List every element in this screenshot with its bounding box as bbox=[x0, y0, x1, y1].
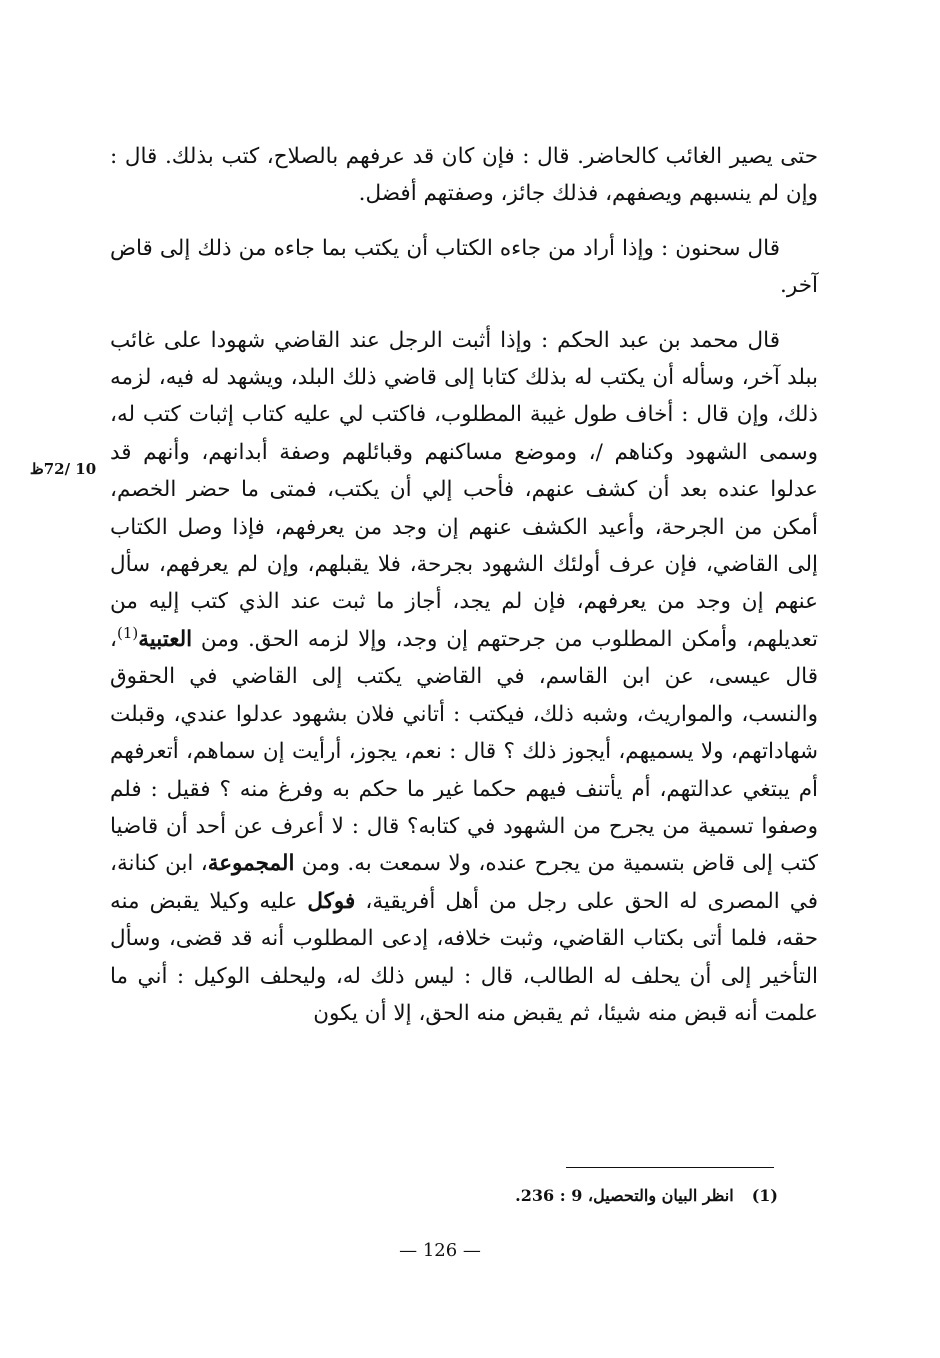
paragraph-2: قال سحنون : وإذا أراد من جاءه الكتاب أن يكتب بما جاءه من ذلك إلى قاض آخر. bbox=[110, 235, 818, 299]
footnote-number: (1) bbox=[751, 1186, 778, 1205]
body-text bbox=[110, 138, 818, 1032]
paragraph-3-part-4: عليه وكيلا يقبض منه حقه، فلما أتى بكتاب القاضي، وثبت خلافه، إدعى المطلوب أنه قد قضى، وسأل التأخير إلى أن يحلف له الطالب، قال : ليس ذلك له، وليحلف الوكيل : أني ما علمت أنه قبض منه شيئا، ثم يقبض منه الحق، إلا أن يكون bbox=[110, 888, 818, 1026]
paragraph-3 bbox=[110, 322, 818, 1033]
footnote-reference[interactable]: (1) bbox=[116, 623, 139, 642]
source-title-majmua: المجموعة bbox=[207, 851, 295, 877]
paragraph-3-part-3: ، ابن كنانة، في المصرى له الحق على رجل من أهل أفريقية، bbox=[110, 851, 818, 914]
footnote-text: انظر البيان والتحصيل، 9 : 236. bbox=[515, 1186, 734, 1205]
footnote bbox=[300, 1182, 778, 1210]
page-number: — 126 — bbox=[399, 1240, 481, 1261]
paragraph-3-part-2: ، قال عيسى، عن ابن القاسم، في القاضي يكتب إلى القاضي في الحقوق والنسب، والمواريث، وشبه ذلك، فيكتب : أتاني فلان بشهود عدلوا عندي، وقبلت شهاداتهم، ولا يسميهم، أيجوز ذلك ؟ قال : نعم، يجوز، أرأيت إن سماهم، أتعرفهم أم يبتغي عدالتهم، أم يأتنف فيهم حكما غير ما حكم به وفرغ منه ؟ فقيل : فلم وصفوا تسمية من يجرح من الشهود في كتابه؟ قال : لا أعرف عن أحد أن قاضيا كتب إلى قاض بتسمية من يجرح عنده، ولا سمعت به. ومن bbox=[110, 626, 819, 877]
paragraph-1: حتى يصير الغائب كالحاضر. قال : فإن كان قد عرفهم بالصلاح، كتب بذلك. قال : وإن لم ينسبهم ويصفهم، فذلك جائز، وصفتهم أفضل. bbox=[110, 144, 818, 207]
paragraph-3-part-1: قال محمد بن عبد الحكم : وإذا أثبت الرجل عند القاضي شهودا على غائب ببلد آخر، وسأله أن يكتب له بذلك كتابا إلى قاضي ذلك البلد، ويشهد له فيه، لزمه ذلك، وإن قال : أخاف طول غيبة المطلوب، فاكتب لي عليه كتاب إثبات كتب له، وسمى الشهود وكناهم /، وموضع مساكنهم وقبائلهم وصفة أبدانهم، وأنهم قد عدلوا عنده بعد أن كشف عنهم، فأحب إلي أن يكتب، فمتى ما حضر الخصم، أمكن من الجرحة، وأعيد الكشف عنهم إن وجد من يعرفهم، فإذا وصل الكتاب إلى القاضي، فإن عرف أولئك الشهود بجرحة، فلا يقبلهم، وإن لم يعرفهم، سأل عنهم إن وجد من يعرفهم، فإن لم يجد، أجاز ما ثبت عند الذي كتب إليه من تعديلهم، وأمكن المطلوب من جرحتهم إن وجد، وإلا لزمه الحق. ومن bbox=[110, 327, 818, 652]
bold-word-wakkala: فوكل bbox=[307, 888, 356, 914]
manuscript-folio-note: 10 /72ظ bbox=[29, 460, 97, 478]
source-title-utbiyya: العتبية bbox=[138, 626, 193, 652]
footnote-divider bbox=[566, 1167, 774, 1168]
